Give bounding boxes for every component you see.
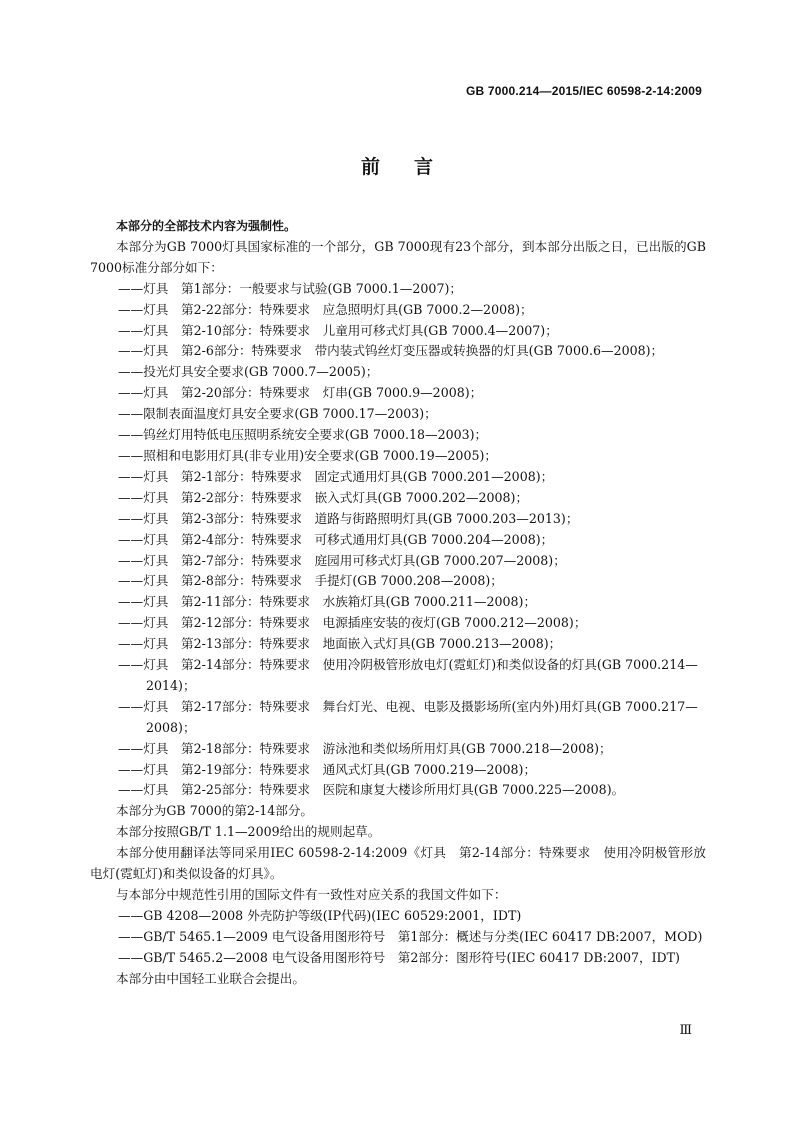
list-item: ——灯具 第2-11部分：特殊要求 水族箱灯具(GB 7000.211—2008)； <box>118 594 537 610</box>
list-item: ——灯具 第2-2部分：特殊要求 嵌入式灯具(GB 7000.202—2008)； <box>118 489 529 505</box>
list-item: ——灯具 第2-8部分：特殊要求 手提灯(GB 7000.208—2008)； <box>118 573 503 589</box>
list-item: ——灯具 第2-22部分：特殊要求 应急照明灯具(GB 7000.2—2008)； <box>118 301 533 317</box>
page-number: Ⅲ <box>679 1023 692 1038</box>
list-item: ——GB 4208—2008 外壳防护等级(IP代码)(IEC 60529:2001，IDT) <box>118 907 522 923</box>
parts-list <box>90 279 706 802</box>
list-item: ——灯具 第2-7部分：特殊要求 庭园用可移式灯具(GB 7000.207—2008)； <box>118 552 566 568</box>
page-title <box>0 152 794 179</box>
drafting-statement: 本部分按照GB/T 1.1—2009给出的规则起草。 <box>116 824 381 840</box>
list-item: ——限制表面温度灯具安全要求(GB 7000.17—2003)； <box>118 406 437 422</box>
list-item: ——灯具 第2-13部分：特殊要求 地面嵌入式灯具(GB 7000.213—2008)； <box>118 636 562 652</box>
reference-list <box>90 906 706 969</box>
proposed-by-statement: 本部分由中国轻工业联合会提出。 <box>116 970 305 986</box>
list-item: ——灯具 第2-14部分：特殊要求 使用冷阴极管形放电灯(霓虹灯)和类似设备的灯具(GB 7000.214—2014)； <box>118 657 698 693</box>
intro-paragraph: 本部分为GB 7000灯具国家标准的一个部分，GB 7000现有23个部分，到本部分出版之日，已出版的GB 7000标准分部分如下： <box>90 238 706 275</box>
document-body <box>90 216 706 990</box>
list-item: ——灯具 第2-3部分：特殊要求 道路与街路照明灯具(GB 7000.203—2013)； <box>118 510 579 526</box>
list-item: ——灯具 第2-18部分：特殊要求 游泳池和类似场所用灯具(GB 7000.218—2008)； <box>118 740 612 756</box>
list-item: ——照相和电影用灯具(非专业用)安全要求(GB 7000.19—2005)； <box>118 447 497 463</box>
list-item: ——灯具 第2-12部分：特殊要求 电源插座安装的夜灯(GB 7000.212—2008)； <box>118 615 587 631</box>
part-of-statement: 本部分为GB 7000的第2-14部分。 <box>116 803 314 819</box>
list-item: ——灯具 第2-1部分：特殊要求 固定式通用灯具(GB 7000.201—2008)； <box>118 468 554 484</box>
list-item: ——灯具 第2-19部分：特殊要求 通风式灯具(GB 7000.219—2008)； <box>118 761 537 777</box>
list-item: ——灯具 第2-4部分：特殊要求 可移式通用灯具(GB 7000.204—2008)； <box>118 531 554 547</box>
list-item: ——灯具 第2-17部分：特殊要求 舞台灯光、电视、电影及摄影场所(室内外)用灯具(GB 7000.217—2008)； <box>118 698 698 735</box>
list-item: ——投光灯具安全要求(GB 7000.7—2005)； <box>118 364 379 380</box>
list-item: ——灯具 第1部分：一般要求与试验(GB 7000.1—2007)； <box>118 280 462 296</box>
mandatory-statement: 本部分的全部技术内容为强制性。 <box>116 219 297 233</box>
list-item: ——灯具 第2-6部分：特殊要求 带内装式钨丝灯变压器或转换器的灯具(GB 7000.6—2008)； <box>118 343 664 359</box>
list-item: ——灯具 第2-20部分：特殊要求 灯串(GB 7000.9—2008)； <box>118 385 483 401</box>
list-item: ——GB/T 5465.2—2008 电气设备用图形符号 第2部分：图形符号(IEC 60417 DB:2007，IDT) <box>118 949 680 965</box>
correspondence-statement: 与本部分中规范性引用的国际文件有一致性对应关系的我国文件如下： <box>116 887 507 902</box>
list-item: ——钨丝灯用特低电压照明系统安全要求(GB 7000.18—2003)； <box>118 427 488 443</box>
standard-code-header: GB 7000.214—2015/IEC 60598-2-14:2009 <box>465 84 702 98</box>
list-item: ——灯具 第2-25部分：特殊要求 医院和康复大楼诊所用灯具(GB 7000.225—2008)。 <box>118 782 625 798</box>
list-item: ——灯具 第2-10部分：特殊要求 儿童用可移式灯具(GB 7000.4—2007)； <box>118 322 558 338</box>
list-item: ——GB/T 5465.1—2009 电气设备用图形符号 第1部分：概述与分类(IEC 60417 DB:2007，MOD) <box>118 928 703 944</box>
title-char-2: 言 <box>414 156 434 178</box>
title-char-1: 前 <box>360 156 380 178</box>
translation-statement: 本部分使用翻译法等同采用IEC 60598-2-14:2009《灯具 第2-14部分：特殊要求 使用冷阴极管形放电灯(霓虹灯)和类似设备的灯具》。 <box>90 845 706 882</box>
